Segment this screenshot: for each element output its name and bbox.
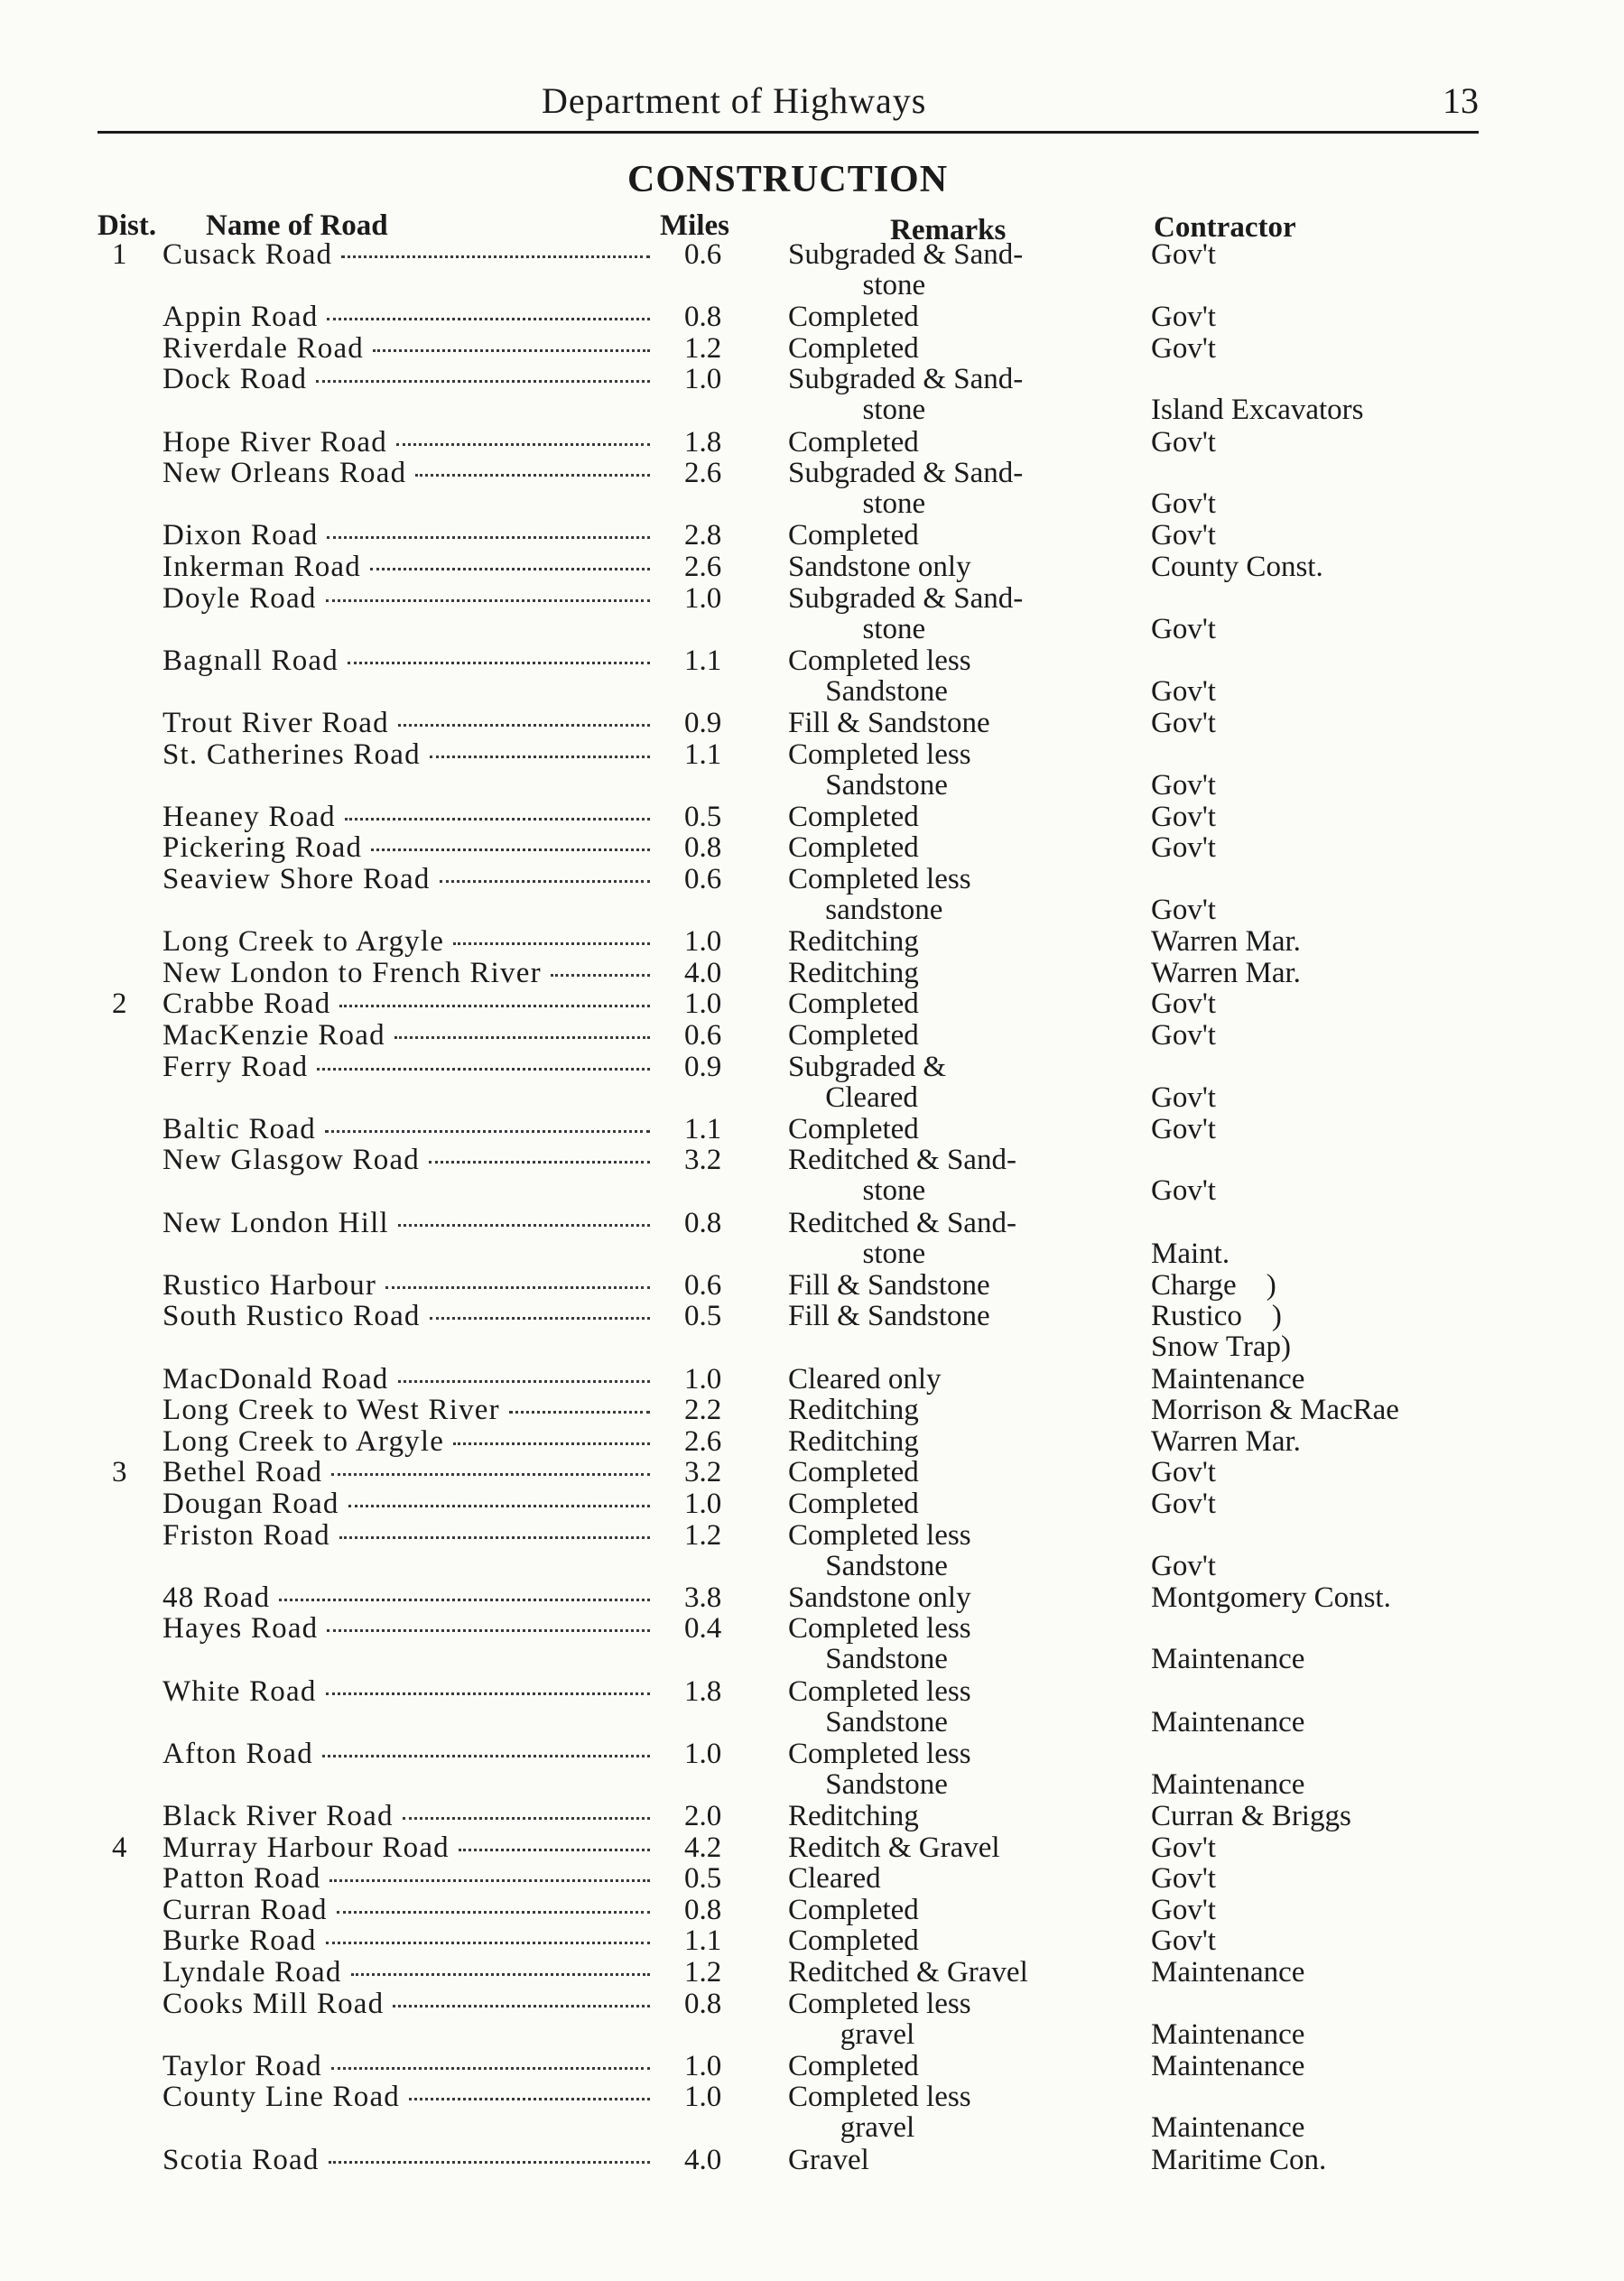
miles-value: 0.8 bbox=[684, 1988, 722, 2020]
road-name-cell bbox=[162, 552, 650, 582]
dot-leader bbox=[373, 349, 650, 352]
contractor-value: Warren Mar. bbox=[1151, 925, 1301, 958]
contractor-value: Gov't bbox=[1151, 487, 1216, 520]
miles-value: 0.5 bbox=[684, 1862, 722, 1895]
contractor-value: County Const. bbox=[1151, 551, 1323, 583]
dot-leader bbox=[329, 2161, 650, 2164]
dot-leader bbox=[331, 2067, 650, 2070]
road-name-cell bbox=[162, 1301, 650, 1331]
dot-leader bbox=[279, 1599, 650, 1601]
remarks-value: Reditch & Gravel bbox=[788, 1831, 1000, 1864]
remarks-value: Cleared only bbox=[788, 1363, 942, 1395]
road-name-cell bbox=[162, 520, 650, 551]
road-name-cell bbox=[162, 458, 650, 488]
road-name: Burke Road bbox=[162, 1924, 317, 1957]
road-name-cell bbox=[162, 1052, 650, 1082]
dot-leader bbox=[551, 974, 650, 977]
dot-leader bbox=[339, 1005, 650, 1007]
remarks-value: Reditched & Sand- stone bbox=[788, 1207, 1016, 1270]
remarks-value: Gravel bbox=[788, 2144, 869, 2176]
contractor-value: Warren Mar. bbox=[1151, 1425, 1301, 1458]
dot-leader bbox=[331, 1473, 650, 1476]
remarks-value: Completed less Sandstone bbox=[788, 1519, 971, 1582]
contractor-value: Gov't bbox=[1151, 332, 1216, 365]
miles-value: 2.6 bbox=[684, 1425, 722, 1458]
district-number: 1 bbox=[112, 238, 127, 271]
district-number: 4 bbox=[112, 1831, 127, 1864]
remarks-value: Subgraded & Sand- stone bbox=[788, 238, 1024, 301]
road-name-cell bbox=[162, 1145, 650, 1175]
road-name: County Line Road bbox=[162, 2081, 401, 2113]
road-name: Trout River Road bbox=[162, 707, 389, 739]
contractor-value: Maintenance bbox=[1151, 1363, 1305, 1395]
dot-leader bbox=[327, 536, 650, 539]
dot-leader bbox=[370, 568, 650, 570]
road-name-cell bbox=[162, 1895, 650, 1925]
road-name-cell bbox=[162, 1863, 650, 1894]
road-name: New Glasgow Road bbox=[162, 1144, 420, 1176]
contractor-value: Maintenance bbox=[1151, 1643, 1305, 1675]
miles-value: 1.2 bbox=[684, 1519, 722, 1552]
road-name-cell bbox=[162, 864, 650, 895]
remarks-value: Completed bbox=[788, 988, 919, 1020]
dot-leader bbox=[348, 1505, 650, 1507]
road-name: St. Catherines Road bbox=[162, 738, 421, 771]
contractor-value: Gov't bbox=[1151, 1456, 1216, 1488]
road-name: Pickering Road bbox=[162, 831, 363, 864]
contractor-value: Island Excavators bbox=[1151, 394, 1364, 426]
contractor-value: Gov't bbox=[1151, 1113, 1216, 1145]
running-header-title: Department of Highways bbox=[542, 80, 927, 121]
remarks-value: Fill & Sandstone bbox=[788, 1300, 990, 1332]
remarks-value: Completed less Sandstone bbox=[788, 1738, 971, 1801]
remarks-value: Completed less gravel bbox=[788, 2081, 971, 2144]
miles-value: 0.6 bbox=[684, 1269, 722, 1302]
district-number: 2 bbox=[112, 988, 127, 1020]
contractor-value: Montgomery Const. bbox=[1151, 1581, 1391, 1614]
road-name: Taylor Road bbox=[162, 2050, 322, 2082]
remarks-value: Reditching bbox=[788, 925, 919, 958]
road-name: New London to French River bbox=[162, 957, 542, 989]
remarks-value: Completed bbox=[788, 1456, 919, 1488]
road-name-cell bbox=[162, 1957, 650, 1988]
column-header-name: Name of Road bbox=[206, 209, 388, 242]
road-name-cell bbox=[162, 1832, 650, 1863]
remarks-value: Completed bbox=[788, 1019, 919, 1052]
road-name: New Orleans Road bbox=[162, 457, 407, 489]
miles-value: 0.5 bbox=[684, 801, 722, 833]
contractor-value: Maintenance bbox=[1151, 1706, 1305, 1739]
road-name-cell bbox=[162, 1676, 650, 1707]
miles-value: 1.2 bbox=[684, 332, 722, 365]
road-name-cell bbox=[162, 583, 650, 614]
road-name-cell bbox=[162, 239, 650, 270]
remarks-value: Subgraded & Sand- stone bbox=[788, 457, 1024, 520]
dot-leader bbox=[351, 1973, 650, 1976]
road-name: Baltic Road bbox=[162, 1113, 316, 1145]
contractor-value: Curran & Briggs bbox=[1151, 1800, 1351, 1832]
dot-leader bbox=[329, 1879, 650, 1882]
remarks-value: Completed bbox=[788, 801, 919, 833]
remarks-value: Completed bbox=[788, 1924, 919, 1957]
miles-value: 0.6 bbox=[684, 1019, 722, 1052]
dot-leader bbox=[393, 2005, 650, 2007]
remarks-value: Completed bbox=[788, 1488, 919, 1520]
dot-leader bbox=[403, 1817, 650, 1820]
miles-value: 1.0 bbox=[684, 1738, 722, 1770]
road-name-cell bbox=[162, 1426, 650, 1457]
contractor-value: Gov't bbox=[1151, 1019, 1216, 1052]
dot-leader bbox=[348, 662, 650, 664]
remarks-value: Completed less Sandstone bbox=[788, 738, 971, 802]
section-heading: CONSTRUCTION bbox=[627, 159, 949, 200]
contractor-value: Gov't bbox=[1151, 675, 1216, 708]
road-name: Heaney Road bbox=[162, 801, 336, 833]
dot-leader bbox=[327, 1629, 650, 1632]
contractor-value: Maint. bbox=[1151, 1238, 1230, 1270]
dot-leader bbox=[398, 1380, 651, 1383]
miles-value: 1.0 bbox=[684, 1488, 722, 1520]
road-name: Hayes Road bbox=[162, 1612, 319, 1645]
contractor-value: Gov't bbox=[1151, 1831, 1216, 1864]
miles-value: 0.8 bbox=[684, 1207, 722, 1239]
road-name: 48 Road bbox=[162, 1581, 271, 1614]
miles-value: 0.9 bbox=[684, 707, 722, 739]
dot-leader bbox=[325, 1130, 650, 1133]
column-header-remarks: Remarks bbox=[890, 214, 1007, 246]
remarks-value: Subgraded & Cleared bbox=[788, 1051, 947, 1114]
dot-leader bbox=[345, 818, 650, 821]
contractor-value: Gov't bbox=[1151, 1174, 1216, 1207]
road-name: MacKenzie Road bbox=[162, 1019, 385, 1052]
miles-value: 2.0 bbox=[684, 1800, 722, 1832]
road-name-cell bbox=[162, 802, 650, 832]
contractor-value: Gov't bbox=[1151, 1550, 1216, 1582]
dot-leader bbox=[316, 380, 650, 383]
remarks-value: Sandstone only bbox=[788, 551, 971, 583]
remarks-value: Reditched & Gravel bbox=[788, 1956, 1028, 1989]
dot-leader bbox=[339, 1536, 650, 1539]
contractor-value: Gov't bbox=[1151, 1488, 1216, 1520]
dot-leader bbox=[409, 2098, 650, 2100]
road-name-cell bbox=[162, 926, 650, 957]
dot-leader bbox=[326, 599, 650, 602]
road-name: MacDonald Road bbox=[162, 1363, 389, 1395]
remarks-value: Completed bbox=[788, 2050, 919, 2082]
road-name-cell bbox=[162, 1208, 650, 1238]
miles-value: 1.8 bbox=[684, 426, 722, 459]
miles-value: 0.6 bbox=[684, 863, 722, 895]
road-name: Long Creek to Argyle bbox=[162, 1425, 445, 1458]
miles-value: 0.8 bbox=[684, 831, 722, 864]
dot-leader bbox=[326, 1942, 650, 1944]
dot-leader bbox=[337, 1911, 650, 1914]
remarks-value: Fill & Sandstone bbox=[788, 1269, 990, 1302]
miles-value: 0.8 bbox=[684, 301, 722, 333]
road-name: Crabbe Road bbox=[162, 988, 331, 1020]
contractor-value: Gov't bbox=[1151, 238, 1216, 271]
road-name: Hope River Road bbox=[162, 426, 387, 459]
dot-leader bbox=[326, 1692, 650, 1695]
road-name: Afton Road bbox=[162, 1738, 313, 1770]
road-name: Seaview Shore Road bbox=[162, 863, 431, 895]
road-name-cell bbox=[162, 1520, 650, 1551]
remarks-value: Completed bbox=[788, 301, 919, 333]
road-name-cell bbox=[162, 301, 650, 332]
dot-leader bbox=[398, 1224, 650, 1227]
remarks-value: Fill & Sandstone bbox=[788, 707, 990, 739]
miles-value: 1.2 bbox=[684, 1956, 722, 1989]
road-name: Rustico Harbour bbox=[162, 1269, 377, 1302]
road-name: Scotia Road bbox=[162, 2144, 320, 2176]
contractor-value: Gov't bbox=[1151, 1081, 1216, 1114]
road-name: Bethel Road bbox=[162, 1456, 323, 1488]
road-name-cell bbox=[162, 2051, 650, 2082]
contractor-value: Gov't bbox=[1151, 519, 1216, 552]
road-name-cell bbox=[162, 333, 650, 364]
miles-value: 3.8 bbox=[684, 1581, 722, 1614]
road-name-cell bbox=[162, 1395, 650, 1425]
dot-leader bbox=[341, 255, 650, 258]
dot-leader bbox=[453, 1442, 650, 1445]
miles-value: 1.0 bbox=[684, 2050, 722, 2082]
miles-value: 2.8 bbox=[684, 519, 722, 552]
road-name: Curran Road bbox=[162, 1894, 328, 1926]
road-name-cell bbox=[162, 1114, 650, 1145]
remarks-value: Reditching bbox=[788, 1425, 919, 1458]
miles-value: 1.0 bbox=[684, 2081, 722, 2113]
remarks-value: Sandstone only bbox=[788, 1581, 971, 1614]
remarks-value: Reditching bbox=[788, 1800, 919, 1832]
road-name-cell bbox=[162, 739, 650, 770]
road-name-cell bbox=[162, 1020, 650, 1051]
column-header-dist: Dist. bbox=[97, 209, 157, 242]
dot-leader bbox=[415, 474, 650, 477]
contractor-value: Gov't bbox=[1151, 831, 1216, 864]
miles-value: 1.8 bbox=[684, 1675, 722, 1708]
road-name: Murray Harbour Road bbox=[162, 1831, 450, 1864]
miles-value: 0.8 bbox=[684, 1894, 722, 1926]
contractor-value: Gov't bbox=[1151, 801, 1216, 833]
dot-leader bbox=[430, 1317, 650, 1320]
miles-value: 4.0 bbox=[684, 2144, 722, 2176]
road-name-cell bbox=[162, 988, 650, 1019]
road-name: Inkerman Road bbox=[162, 551, 361, 583]
contractor-value: Warren Mar. bbox=[1151, 957, 1301, 989]
road-name: Cooks Mill Road bbox=[162, 1988, 385, 2020]
miles-value: 1.0 bbox=[684, 988, 722, 1020]
road-name-cell bbox=[162, 1488, 650, 1519]
contractor-value: Gov't bbox=[1151, 1862, 1216, 1895]
road-name-cell bbox=[162, 1925, 650, 1956]
road-name-cell bbox=[162, 708, 650, 738]
remarks-value: Cleared bbox=[788, 1862, 881, 1895]
contractor-value: Gov't bbox=[1151, 426, 1216, 459]
dot-leader bbox=[394, 1036, 650, 1039]
miles-value: 0.9 bbox=[684, 1051, 722, 1083]
road-name: Long Creek to West River bbox=[162, 1394, 500, 1426]
remarks-value: Reditching bbox=[788, 1394, 919, 1426]
contractor-value: Gov't bbox=[1151, 988, 1216, 1020]
dot-leader bbox=[322, 1755, 650, 1757]
contractor-value: Morrison & MacRae bbox=[1151, 1394, 1399, 1426]
miles-value: 4.2 bbox=[684, 1831, 722, 1864]
column-header-miles: Miles bbox=[660, 209, 729, 242]
road-name-cell bbox=[162, 1457, 650, 1488]
page-number: 13 bbox=[1443, 80, 1479, 121]
remarks-value: Completed less sandstone bbox=[788, 863, 971, 926]
remarks-value: Completed bbox=[788, 426, 919, 459]
contractor-value: Maintenance bbox=[1151, 1768, 1305, 1801]
miles-value: 4.0 bbox=[684, 957, 722, 989]
road-name-cell bbox=[162, 645, 650, 676]
road-name-cell bbox=[162, 1739, 650, 1769]
road-name: Black River Road bbox=[162, 1800, 394, 1832]
remarks-value: Reditched & Sand- stone bbox=[788, 1144, 1016, 1207]
road-name: Bagnall Road bbox=[162, 644, 339, 677]
contractor-value: Maintenance bbox=[1151, 2111, 1305, 2144]
miles-value: 0.6 bbox=[684, 238, 722, 271]
road-name-cell bbox=[162, 958, 650, 988]
road-name: New London Hill bbox=[162, 1207, 389, 1239]
column-header-contractor: Contractor bbox=[1154, 211, 1296, 244]
road-name-cell bbox=[162, 2145, 650, 2175]
contractor-value: Maintenance bbox=[1151, 1956, 1305, 1989]
road-name-cell bbox=[162, 364, 650, 394]
remarks-value: Completed less gravel bbox=[788, 1988, 971, 2051]
dot-leader bbox=[459, 1849, 650, 1851]
miles-value: 1.0 bbox=[684, 582, 722, 615]
dot-leader bbox=[430, 756, 650, 758]
dot-leader bbox=[429, 1161, 650, 1164]
road-name: White Road bbox=[162, 1675, 317, 1708]
miles-value: 0.4 bbox=[684, 1612, 722, 1645]
miles-value: 1.1 bbox=[684, 1924, 722, 1957]
remarks-value: Completed less Sandstone bbox=[788, 1675, 971, 1739]
contractor-value: Gov't bbox=[1151, 769, 1216, 802]
dot-leader bbox=[396, 443, 650, 446]
remarks-value: Completed bbox=[788, 519, 919, 552]
road-name-cell bbox=[162, 1613, 650, 1644]
road-name-cell bbox=[162, 1364, 650, 1395]
remarks-value: Completed bbox=[788, 831, 919, 864]
remarks-value: Completed bbox=[788, 1894, 919, 1926]
contractor-value: Charge ) bbox=[1151, 1269, 1276, 1302]
road-name-cell bbox=[162, 2082, 650, 2112]
contractor-value: Gov't bbox=[1151, 301, 1216, 333]
miles-value: 1.0 bbox=[684, 1363, 722, 1395]
road-name-cell bbox=[162, 1582, 650, 1613]
miles-value: 2.6 bbox=[684, 551, 722, 583]
road-name: Long Creek to Argyle bbox=[162, 925, 445, 958]
remarks-value: Completed less Sandstone bbox=[788, 1612, 971, 1675]
miles-value: 1.1 bbox=[684, 1113, 722, 1145]
road-name: Friston Road bbox=[162, 1519, 330, 1552]
remarks-value: Completed less Sandstone bbox=[788, 644, 971, 708]
road-name: Appin Road bbox=[162, 301, 319, 333]
dot-leader bbox=[398, 724, 650, 727]
dot-leader bbox=[509, 1411, 650, 1414]
road-name-cell bbox=[162, 1801, 650, 1831]
road-name-cell bbox=[162, 832, 650, 863]
contractor-value: Gov't bbox=[1151, 707, 1216, 739]
road-name: Riverdale Road bbox=[162, 332, 364, 365]
road-name-cell bbox=[162, 1270, 650, 1301]
road-name: Dixon Road bbox=[162, 519, 319, 552]
miles-value: 0.5 bbox=[684, 1300, 722, 1332]
dot-leader bbox=[371, 848, 650, 851]
remarks-value: Reditching bbox=[788, 957, 919, 989]
contractor-value: Maritime Con. bbox=[1151, 2144, 1327, 2176]
road-name: Patton Road bbox=[162, 1862, 321, 1895]
road-name: Cusack Road bbox=[162, 238, 333, 271]
contractor-value: Maintenance bbox=[1151, 2050, 1305, 2082]
dot-leader bbox=[317, 1068, 650, 1071]
road-name-cell bbox=[162, 1989, 650, 2019]
road-name: South Rustico Road bbox=[162, 1300, 421, 1332]
contractor-value: Gov't bbox=[1151, 894, 1216, 926]
remarks-value: Subgraded & Sand- stone bbox=[788, 582, 1024, 645]
miles-value: 2.6 bbox=[684, 457, 722, 489]
miles-value: 1.0 bbox=[684, 363, 722, 395]
remarks-value: Completed bbox=[788, 1113, 919, 1145]
contractor-value: Maintenance bbox=[1151, 2018, 1305, 2051]
header-rule bbox=[97, 131, 1479, 134]
contractor-value: Rustico ) Snow Trap) bbox=[1151, 1300, 1291, 1363]
road-name: Dock Road bbox=[162, 363, 308, 395]
dot-leader bbox=[440, 880, 650, 883]
dot-leader bbox=[327, 318, 650, 320]
remarks-value: Subgraded & Sand- stone bbox=[788, 363, 1024, 426]
miles-value: 3.2 bbox=[684, 1144, 722, 1176]
road-name: Dougan Road bbox=[162, 1488, 339, 1520]
miles-value: 2.2 bbox=[684, 1394, 722, 1426]
district-number: 3 bbox=[112, 1456, 127, 1488]
road-name: Ferry Road bbox=[162, 1051, 309, 1083]
road-name: Doyle Road bbox=[162, 582, 317, 615]
miles-value: 1.1 bbox=[684, 738, 722, 771]
miles-value: 3.2 bbox=[684, 1456, 722, 1488]
road-name-cell bbox=[162, 427, 650, 458]
contractor-value: Gov't bbox=[1151, 1894, 1216, 1926]
contractor-value: Gov't bbox=[1151, 1924, 1216, 1957]
road-name: Lyndale Road bbox=[162, 1956, 342, 1989]
miles-value: 1.0 bbox=[684, 925, 722, 958]
remarks-value: Completed bbox=[788, 332, 919, 365]
miles-value: 1.1 bbox=[684, 644, 722, 677]
contractor-value: Gov't bbox=[1151, 613, 1216, 645]
dot-leader bbox=[385, 1286, 650, 1289]
dot-leader bbox=[453, 942, 650, 945]
